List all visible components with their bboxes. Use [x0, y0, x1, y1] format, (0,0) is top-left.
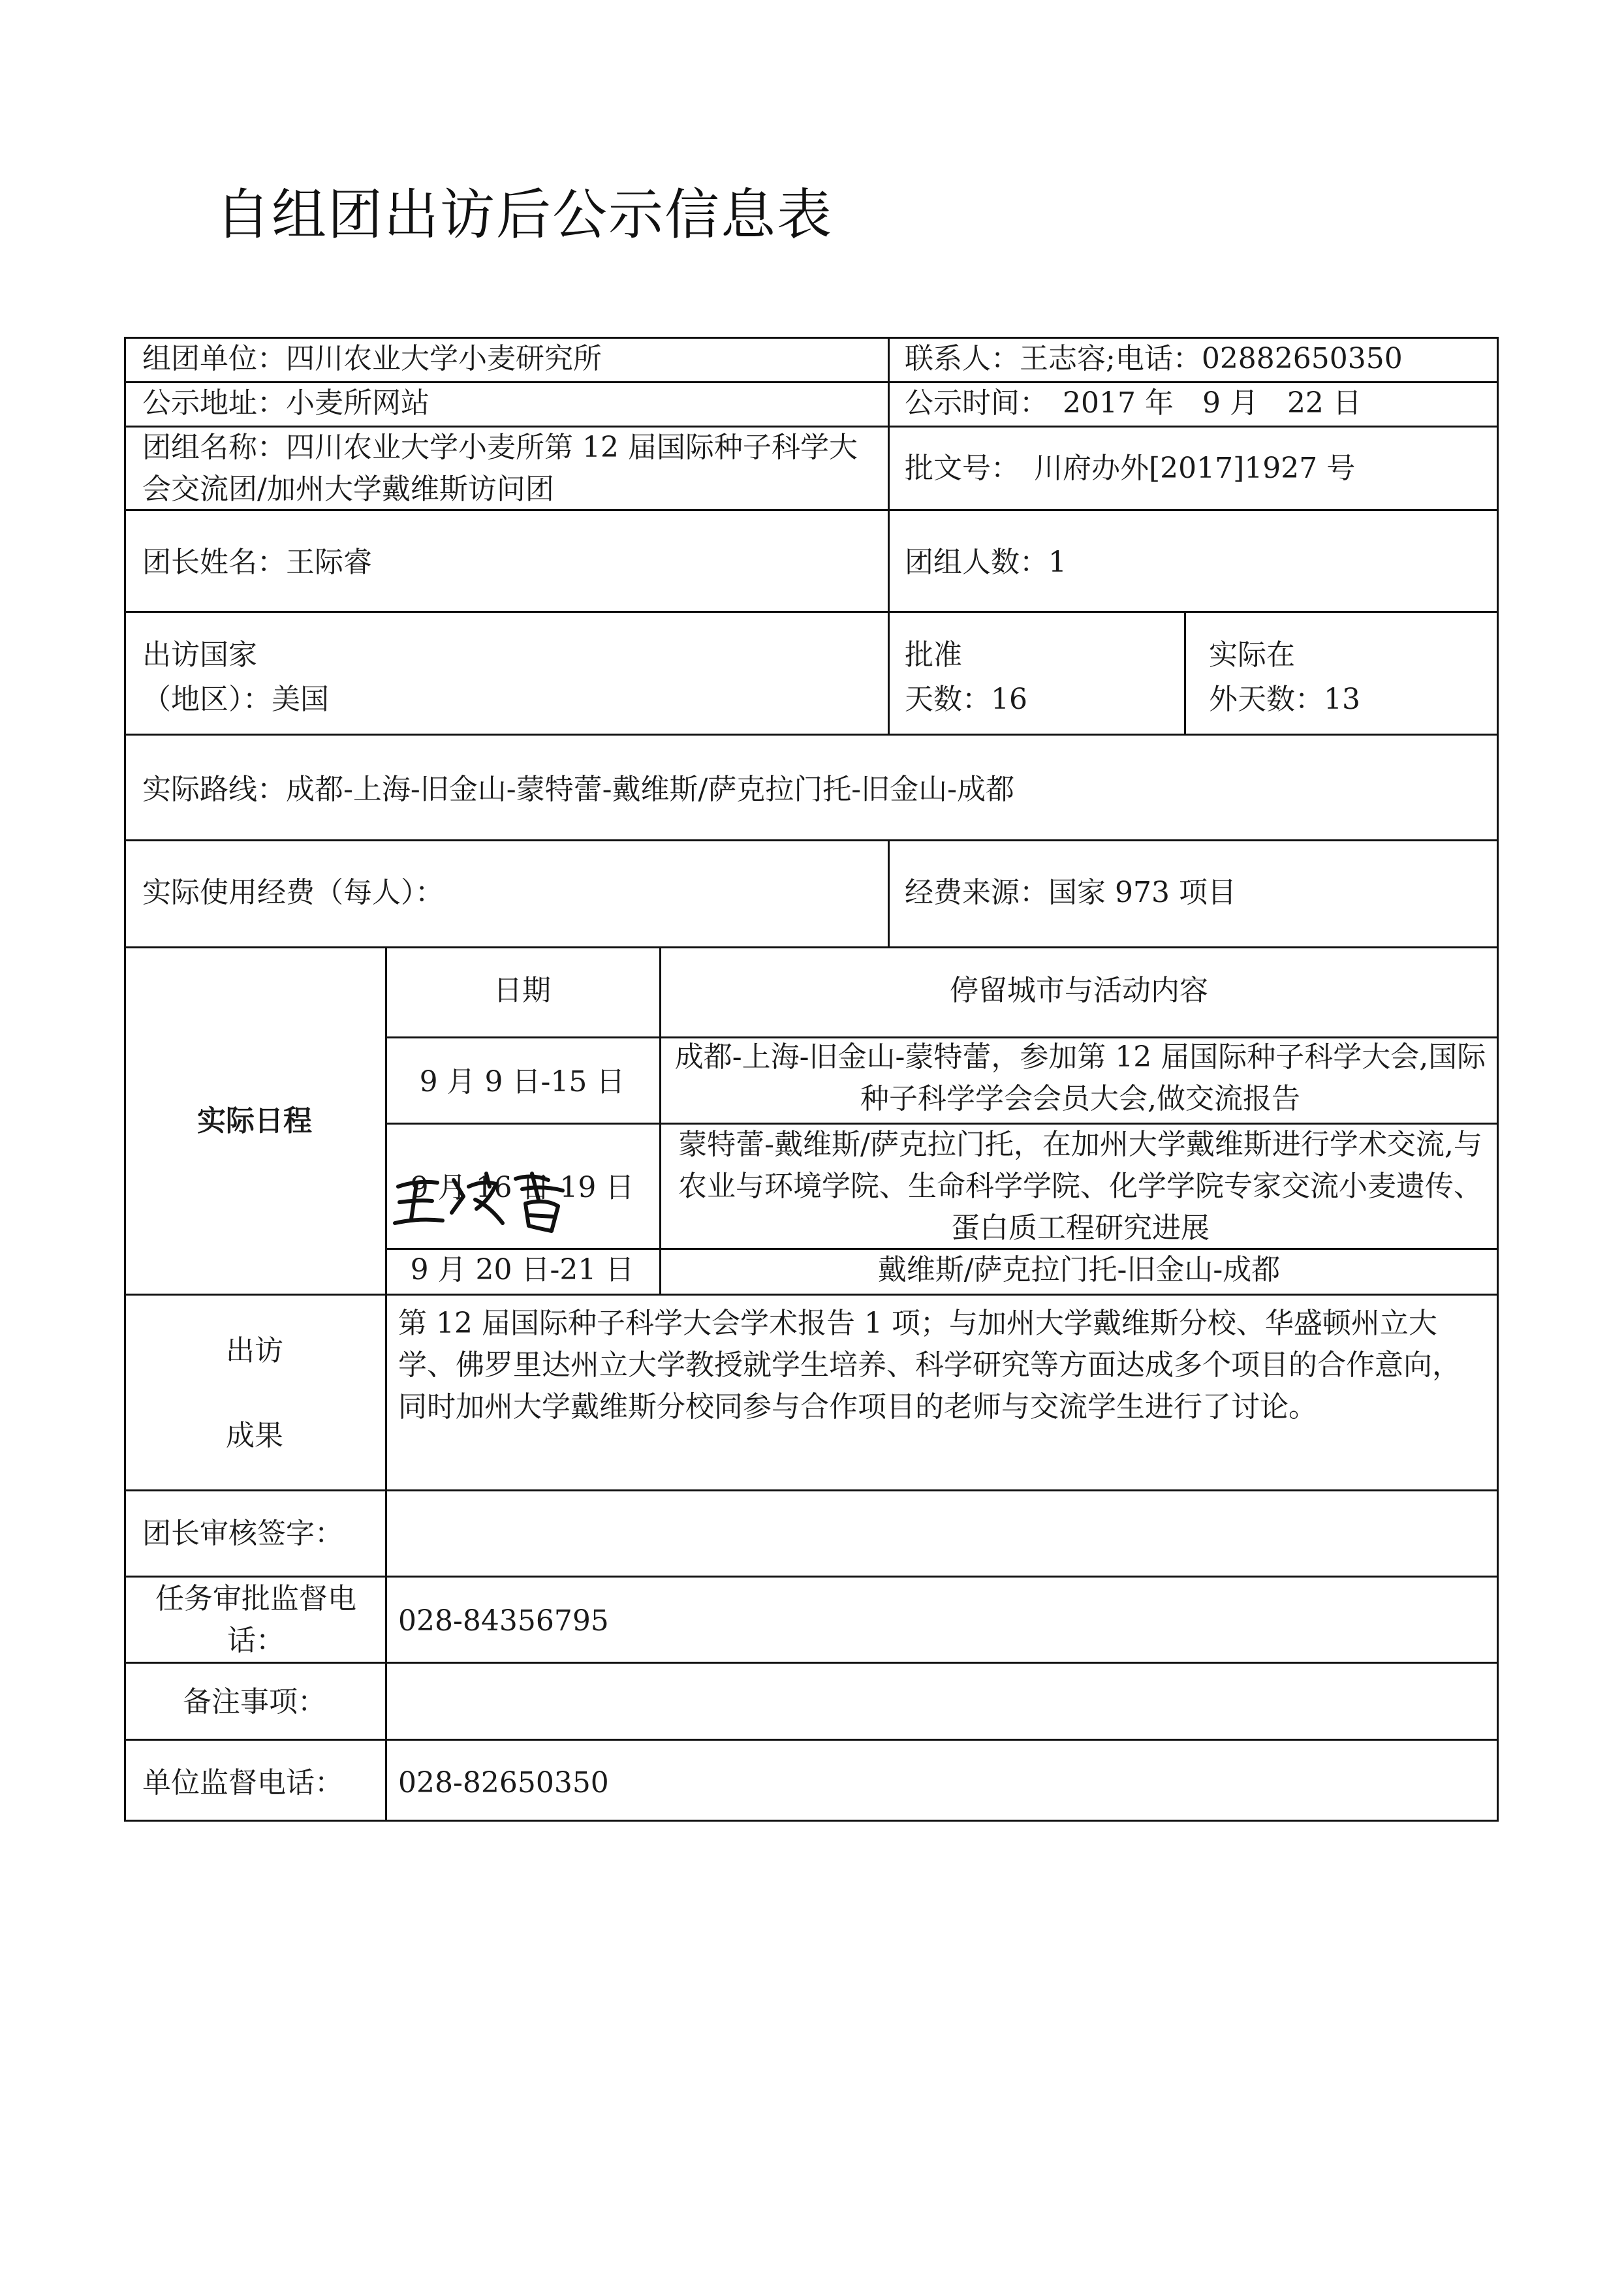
approved-days-2: 天数：16	[905, 683, 1027, 716]
schedule-label: 实际日程	[197, 1104, 312, 1138]
approved-days-1: 批准	[905, 638, 962, 672]
schedule-header-activity: 停留城市与活动内容	[950, 974, 1208, 1007]
results-label-2: 成果	[226, 1419, 283, 1452]
schedule-date-2: 9 月 16 日-19 日	[410, 1171, 634, 1204]
fund-source: 经费来源：国家 973 项目	[905, 876, 1236, 909]
page-title: 自组团出访后公示信息表	[215, 183, 834, 247]
actual-cost: 实际使用经费（每人）：	[142, 876, 444, 909]
actual-days-2: 外天数：13	[1209, 683, 1360, 716]
unit-phone: 028-82650350	[398, 1766, 609, 1799]
org-unit: 组团单位：四川农业大学小麦研究所	[142, 342, 602, 375]
schedule-activity-1: 成都-上海-旧金山-蒙特蕾，参加第 12 届国际种子科学大会,国际种子科学学会会员大会,做交流报告	[674, 1040, 1486, 1115]
remarks-label: 备注事项：	[183, 1685, 326, 1719]
contact-info: 联系人：王志容;电话：02882650350	[905, 342, 1403, 375]
actual-route: 实际路线：成都-上海-旧金山-蒙特蕾-戴维斯/萨克拉门托-旧金山-成都	[142, 773, 1015, 806]
signature-label: 团长审核签字：	[142, 1517, 343, 1550]
group-size: 团组人数：1	[905, 546, 1067, 579]
country-label-2: （地区）：美国	[142, 683, 329, 716]
schedule-activity-3: 戴维斯/萨克拉门托-旧金山-成都	[877, 1253, 1281, 1286]
group-name: 团组名称：四川农业大学小麦所第 12 届国际种子科学大会交流团/加州大学戴维斯访问团	[142, 431, 858, 506]
results-text: 第 12 届国际种子科学大会学术报告 1 项；与加州大学戴维斯分校、华盛顿州立大学、佛罗里达州立大学教授就学生培养、科学研究等方面达成多个项目的合作意向，同时加州大学戴维斯分校同参与合作项目的老师与交流学生进行了讨论。	[398, 1307, 1461, 1424]
schedule-header-date: 日期	[493, 974, 551, 1007]
schedule-date-3: 9 月 20 日-21 日	[410, 1253, 634, 1286]
actual-days-1: 实际在	[1209, 638, 1295, 672]
country-label-1: 出访国家	[142, 638, 257, 672]
supervision-phone: 028-84356795	[398, 1604, 609, 1638]
unit-phone-label: 单位监督电话：	[142, 1766, 343, 1799]
results-label-1: 出访	[226, 1334, 283, 1367]
schedule-activity-2: 蒙特蕾-戴维斯/萨克拉门托，在加州大学戴维斯进行学术交流,与农业与环境学院、生命科学学院、化学学院专家交流小麦遗传、蛋白质工程研究进展	[678, 1128, 1482, 1245]
notice-time: 公示时间： 2017 年 9 月 22 日	[905, 386, 1362, 420]
approval-number: 批文号： 川府办外[2017]1927 号	[905, 452, 1356, 485]
supervision-label: 任务审批监督电话：	[155, 1582, 356, 1657]
notice-address: 公示地址：小麦所网站	[142, 386, 429, 420]
leader-name: 团长姓名：王际睿	[142, 546, 372, 579]
handwritten-signature	[392, 1160, 587, 1239]
schedule-date-1: 9 月 9 日-15 日	[419, 1065, 625, 1098]
